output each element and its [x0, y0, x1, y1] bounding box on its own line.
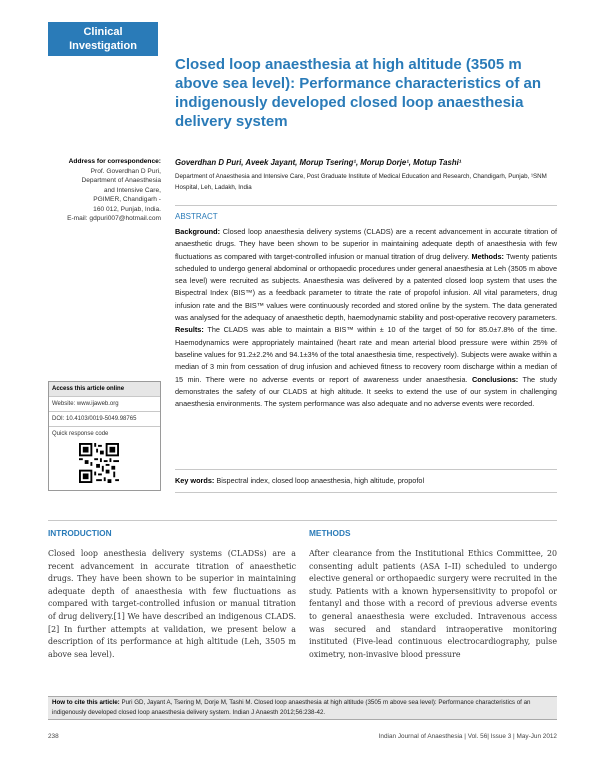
access-online-box	[48, 381, 161, 491]
keywords-label: Key words:	[175, 476, 215, 485]
section-badge	[48, 22, 158, 56]
author-affiliation: Department of Anaesthesia and Intensive Care, Post Graduate Institute of Medical Education and Research, Chandigarh, Punjab, ¹SNM Hospital, Leh, Ladakh, India	[175, 173, 547, 191]
methods-heading: METHODS	[309, 528, 351, 538]
page-number: 238	[48, 733, 59, 740]
address-line: Department of Anaesthesia	[81, 177, 161, 184]
results-text: The CLADS was able to maintain a BIS™ within ± 10 of the target of 50 for 85.0±7.8% of the time. Haemodynamics were appropriately maintained (heart rate and mean arterial blood pressure were within 25% of baseline values for 91.2±2.2% and 94.1±3% of the total anaesthesia time, respectively). Subjects were awake within a median of 3 min from cessation of drug infusion and achieved fitness to recovery room discharge within a median of 15 min. There were no adverse events or report of awareness under anaesthesia.	[175, 325, 557, 384]
conclusions-label: Conclusions:	[472, 374, 519, 384]
methods-text: Twenty patients scheduled to undergo general abdominal or orthopaedic procedures under general anaesthesia at Leh (3505 m above sea level) were recruited as subjects. Anaesthesia was delivered by a patented closed loop system that uses the Bispectral Index (BIS™) as a feedback parameter to titrate the rate of propofol infusion. All vital parameters, drug infusion rate and the BIS™ values were continuously recorded and stored online by the system. The data generated was analysed for the adequacy of anaesthetic depth, haemodynamic stability and post-operative recovery parameters.	[175, 251, 558, 323]
badge-line-2: Investigation	[69, 40, 137, 52]
background-label: Background:	[175, 227, 220, 236]
introduction-text: Closed loop anesthesia delivery systems (CLADSs) are a recent advancement in accurate titration of anaesthetic drugs. They have been shown to be superior in maintaining adequate depth of anaesthesia with few fluctuations as compared with target-controlled infusion or manual titration of drug delivery.[1] We have described an indigenous CLADS.[2] In further attempts at validation, we present below a description of its performance at high altitude (Leh, 3505 m above sea level).	[48, 549, 296, 659]
divider	[175, 469, 557, 470]
qr-label: Quick response code	[52, 431, 109, 437]
badge-line-1: Clinical	[83, 26, 123, 38]
citation-box	[48, 696, 557, 720]
address-line: PGIMER, Chandigarh -	[93, 196, 161, 203]
keywords-text: Bispectral index, closed loop anaesthesia, high altitude, propofol	[216, 476, 425, 485]
article-title: Closed loop anaesthesia at high altitude (3505 m above sea level): Performance characteristics of an indigenously developed closed loop anaesthesia delivery system	[175, 56, 542, 130]
citation-label: How to cite this article:	[52, 699, 120, 706]
abstract-heading: ABSTRACT	[175, 212, 218, 221]
qr-code-icon[interactable]	[79, 443, 119, 483]
background-text: Closed loop anaesthesia delivery systems (CLADS) are a recent advancement in accurate titration of anaesthetic drugs. They have been shown to be superior in maintaining adequate depth of anaesthesia with few fluctuations as compared with target-controlled infusion or manual titration of drug delivery.	[175, 227, 558, 261]
author-list: Goverdhan D Puri, Aveek Jayant, Morup Tsering¹, Morup Dorje¹, Motup Tashi¹	[175, 158, 462, 167]
doi-link[interactable]: DOI: 10.4103/0019-5049.98765	[49, 412, 160, 427]
address-line: and Intensive Care,	[103, 186, 161, 194]
divider	[175, 205, 557, 206]
methods-text: After clearance from the Institutional Ethics Committee, 20 consenting adult patients (ASA I–II) scheduled to undergo elective general or orthopaedic surgery were recruited in the study. Patients with a known hypersensitivity to propofol or fentanyl and those with a record of previous adverse events to general anaesthesia were excluded. Intravenous access was secured and standard intraoperative monitoring instituted (Five-lead continuous electrocardiography, pulse oximetry, non-invasive blood pressure	[309, 549, 557, 659]
access-heading: Access this article online	[49, 382, 160, 397]
address-email: E-mail: gdpuri007@hotmail.com	[67, 215, 161, 222]
keywords	[175, 476, 557, 485]
journal-info: Indian Journal of Anaesthesia | Vol. 56| Issue 3 | May-Jun 2012	[378, 733, 557, 740]
abstract-body	[175, 226, 557, 410]
divider	[175, 492, 557, 493]
introduction-heading: INTRODUCTION	[48, 528, 112, 538]
conclusions-text: The study demonstrates the safety of our CLADS at high altitude. It seeks to extend the use of our system in challenging anaesthesia environments. The system performance was also adequate and no adverse events were recorded.	[175, 374, 558, 409]
address-heading: Address for correspondence:	[68, 158, 161, 165]
results-label: Results:	[175, 325, 204, 335]
divider	[48, 520, 557, 521]
website-link[interactable]: Website: www.ijaweb.org	[49, 397, 160, 412]
citation-text: Puri GD, Jayant A, Tsering M, Dorje M, Tashi M. Closed loop anaesthesia at high altitude (3505 m above sea level): Performance characteristics of an indigenously developed closed loop anaesthesia delivery system. Indian J Anaesth 2012;56:238-42.	[52, 699, 531, 716]
address-line: Prof. Goverdhan D Puri,	[90, 167, 161, 175]
methods-label: Methods:	[471, 251, 504, 261]
address-line: 160 012, Punjab, India.	[93, 205, 161, 213]
correspondence-address	[48, 157, 161, 224]
